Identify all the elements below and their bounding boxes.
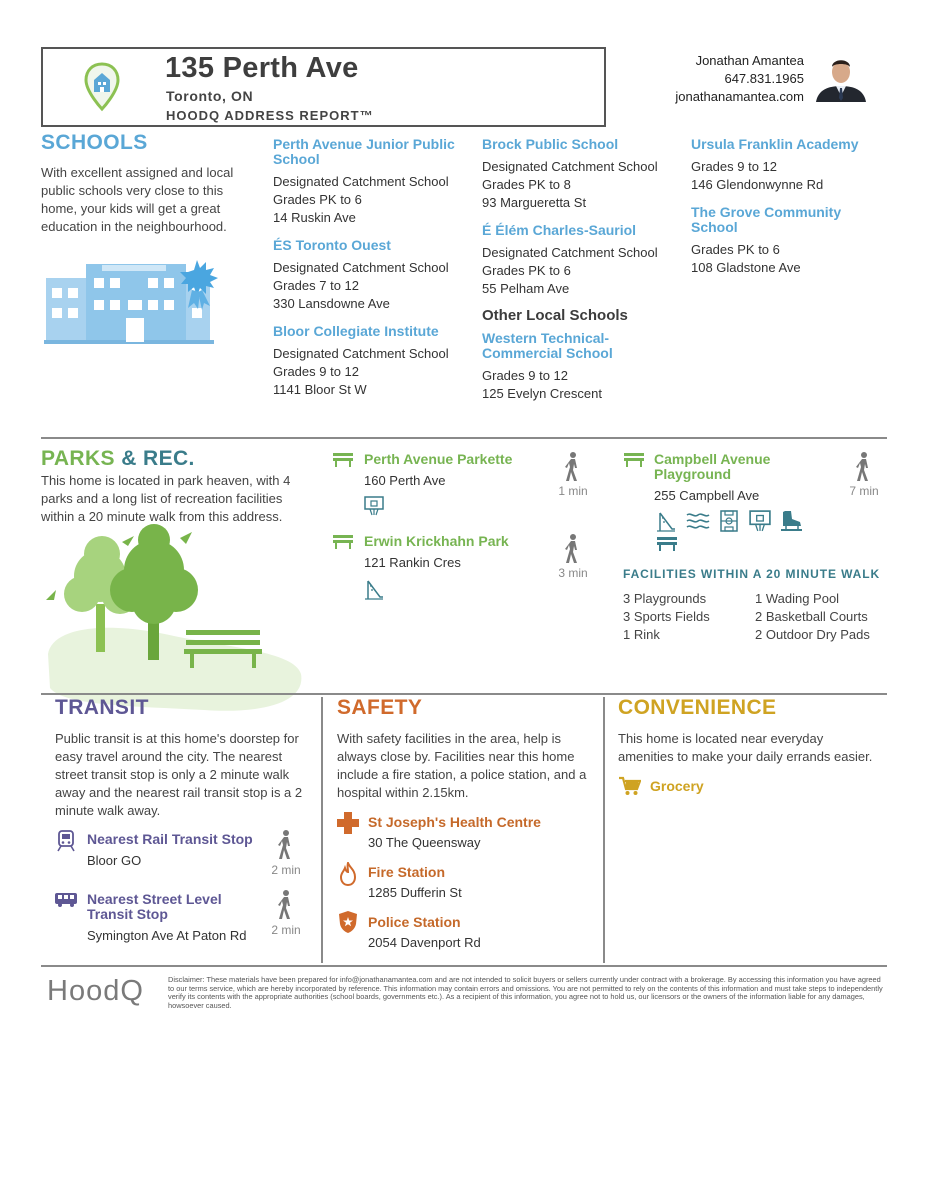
police-station-name[interactable]: Police Station <box>368 914 461 930</box>
school-name[interactable]: ÉS Toronto Ouest <box>273 237 391 253</box>
street-stop-name[interactable]: Nearest Street Level Transit Stop <box>87 891 222 922</box>
park-address: 121 Rankin Cres <box>364 555 461 570</box>
walk-time: 2 min <box>271 923 301 937</box>
address-title: 135 Perth Ave <box>165 52 359 84</box>
school-name[interactable]: Western Technical-Commercial School <box>482 330 613 361</box>
divider-parks <box>41 693 887 695</box>
school-address: 14 Ruskin Ave <box>273 210 356 225</box>
playground-slide-icon <box>656 510 676 532</box>
walking-person-icon <box>276 890 296 920</box>
divider-footer <box>41 965 887 967</box>
school-name[interactable]: The Grove Community School <box>691 204 842 235</box>
school-name[interactable]: Bloor Collegiate Institute <box>273 323 439 339</box>
parks-title <box>41 447 195 471</box>
ice-skate-icon <box>780 510 804 532</box>
convenience-description: This home is located near everyday amenities to make your daily errands easier. <box>618 731 873 764</box>
school-name[interactable]: Perth Avenue Junior Public School <box>273 136 455 167</box>
basketball-icon <box>364 496 384 516</box>
facility-wading-pool: 1 Wading Pool <box>755 591 840 606</box>
safety-title: SAFETY <box>337 696 423 719</box>
safety-description: With safety facilities in the area, help is always close by. Facilities near this home include a fire station, a police station, and a hospital within 2.15km. <box>337 731 587 800</box>
school-address: 125 Evelyn Crescent <box>482 386 602 401</box>
school-designation: Designated Catchment School <box>482 159 658 174</box>
park-address: 160 Perth Ave <box>364 473 446 488</box>
school-grades: Grades 7 to 12 <box>273 278 359 293</box>
walking-person-icon <box>276 830 296 860</box>
facilities-heading: FACILITIES WITHIN A 20 MINUTE WALK <box>623 567 881 581</box>
walk-time: 7 min <box>849 484 879 498</box>
school-bloor-collegiate[interactable] <box>273 324 468 399</box>
other-schools-heading: Other Local Schools <box>482 307 628 324</box>
bench-icon <box>623 452 645 468</box>
school-brock[interactable] <box>482 137 672 212</box>
park-address: 255 Campbell Ave <box>654 488 760 503</box>
facility-dry-pads: 2 Outdoor Dry Pads <box>755 627 870 642</box>
park-illustration-icon <box>44 524 304 714</box>
walk-time: 3 min <box>558 566 588 580</box>
agent-name: Jonathan Amantea <box>695 53 804 68</box>
school-designation: Designated Catchment School <box>273 174 449 189</box>
dry-pad-icon <box>656 536 678 552</box>
parks-title-b: & REC. <box>121 447 195 470</box>
school-ursula-franklin[interactable] <box>691 137 881 194</box>
walking-person-icon <box>854 452 874 482</box>
bench-icon <box>332 452 354 468</box>
school-address: 93 Margueretta St <box>482 195 587 210</box>
fire-icon <box>339 862 357 886</box>
school-designation: Designated Catchment School <box>273 260 449 275</box>
rail-stop: Bloor GO <box>87 853 142 868</box>
grocery-label[interactable]: Grocery <box>650 778 704 794</box>
school-grades: Grades 9 to 12 <box>691 159 777 174</box>
school-building-icon <box>44 256 228 346</box>
fire-station-name[interactable]: Fire Station <box>368 864 446 880</box>
school-name[interactable]: Ursula Franklin Academy <box>691 136 859 152</box>
facility-playgrounds: 3 Playgrounds <box>623 591 707 606</box>
disclaimer-text: Disclaimer: These materials have been prepared for info@jonathanamantea.com and are not intended to solicit buyers or sellers currently under contract with a brokerage. By accessing this information you have agreed to our terms service, which are hereby incorporated by reference. This information may contain errors and omissions. You are not permitted to rely on the contents of this information and must take steps to independently verify its contents with the appropriate authorities (school boards, governments etc.). As a recipient of this information, you agree not to hold us, our licensors or the owners of the information liable for any damages, howsoever caused. <box>168 975 883 1010</box>
parks-description: This home is located in park heaven, with 4 parks and a long list of recreation facilities within a 20 minute walk from this address. <box>41 473 291 524</box>
walking-person-icon <box>563 534 583 564</box>
bench-icon <box>332 534 354 550</box>
school-name[interactable]: É Élém Charles-Sauriol <box>482 222 637 238</box>
parks-title-a: PARKS <box>41 447 115 470</box>
agent-phone[interactable]: 647.831.1965 <box>724 71 804 86</box>
school-designation: Designated Catchment School <box>482 245 658 260</box>
walking-person-icon <box>563 452 583 482</box>
transit-title: TRANSIT <box>55 696 149 719</box>
home-pin-icon <box>84 62 120 112</box>
hospital-address: 30 The Queensway <box>368 835 481 850</box>
train-icon <box>56 830 76 852</box>
police-badge-icon <box>338 910 358 934</box>
divider-transit-safety <box>321 697 323 963</box>
facility-basketball-courts: 2 Basketball Courts <box>755 609 868 624</box>
park-name[interactable]: Campbell Avenue Playground <box>654 451 771 482</box>
school-address: 108 Gladstone Ave <box>691 260 801 275</box>
schools-title: SCHOOLS <box>41 131 148 154</box>
street-stop: Symington Ave At Paton Rd <box>87 928 247 943</box>
schools-description: With excellent assigned and local public schools very close to this home, your kids will get a great education in the neighbourhood. <box>41 165 234 234</box>
school-address: 146 Glendonwynne Rd <box>691 177 824 192</box>
hospital-name[interactable]: St Joseph's Health Centre <box>368 814 541 830</box>
facility-rink: 1 Rink <box>623 627 660 642</box>
address-city: Toronto, ON <box>166 88 254 104</box>
school-grades: Grades 9 to 12 <box>482 368 568 383</box>
park-name[interactable]: Erwin Krickhahn Park <box>364 533 509 549</box>
school-address: 1141 Bloor St W <box>273 382 367 397</box>
rail-stop-name[interactable]: Nearest Rail Transit Stop <box>87 831 253 847</box>
bus-icon <box>54 892 78 908</box>
transit-description: Public transit is at this home's doorstep for easy travel around the city. The nearest street transit stop is only a 2 minute walk away and the nearest rail transit stop is a 2 minute walk away. <box>55 731 303 818</box>
sports-field-icon <box>719 510 739 532</box>
agent-website[interactable]: jonathanamantea.com <box>675 89 804 104</box>
basketball-icon <box>749 510 771 532</box>
school-grades: Grades PK to 6 <box>691 242 780 257</box>
school-address: 330 Lansdowne Ave <box>273 296 390 311</box>
park-name[interactable]: Perth Avenue Parkette <box>364 451 513 467</box>
school-grades: Grades PK to 6 <box>482 263 571 278</box>
school-perth-avenue[interactable] <box>273 137 468 227</box>
walk-time: 2 min <box>271 863 301 877</box>
school-designation: Designated Catchment School <box>273 346 449 361</box>
school-grades: Grades 9 to 12 <box>273 364 359 379</box>
playground-slide-icon <box>364 578 384 600</box>
hoodq-logo: HoodQ <box>47 975 144 1007</box>
school-es-toronto-ouest[interactable] <box>273 238 468 313</box>
facility-sports-fields: 3 Sports Fields <box>623 609 710 624</box>
walk-time: 1 min <box>558 484 588 498</box>
agent-photo <box>812 52 870 102</box>
school-charles-sauriol[interactable] <box>482 223 672 298</box>
fire-station-address: 1285 Dufferin St <box>368 885 462 900</box>
school-grades: Grades PK to 8 <box>482 177 571 192</box>
hospital-cross-icon <box>337 812 359 834</box>
school-address: 55 Pelham Ave <box>482 281 570 296</box>
shopping-cart-icon <box>619 776 641 796</box>
divider-schools <box>41 437 887 439</box>
school-the-grove[interactable] <box>691 205 861 277</box>
report-title: HOODQ ADDRESS REPORT™ <box>166 108 374 123</box>
convenience-title: CONVENIENCE <box>618 696 777 719</box>
police-station-address: 2054 Davenport Rd <box>368 935 481 950</box>
wading-pool-icon <box>686 512 710 530</box>
school-western-technical[interactable] <box>482 331 642 403</box>
school-name[interactable]: Brock Public School <box>482 136 619 152</box>
school-grades: Grades PK to 6 <box>273 192 362 207</box>
divider-safety-convenience <box>603 697 605 963</box>
